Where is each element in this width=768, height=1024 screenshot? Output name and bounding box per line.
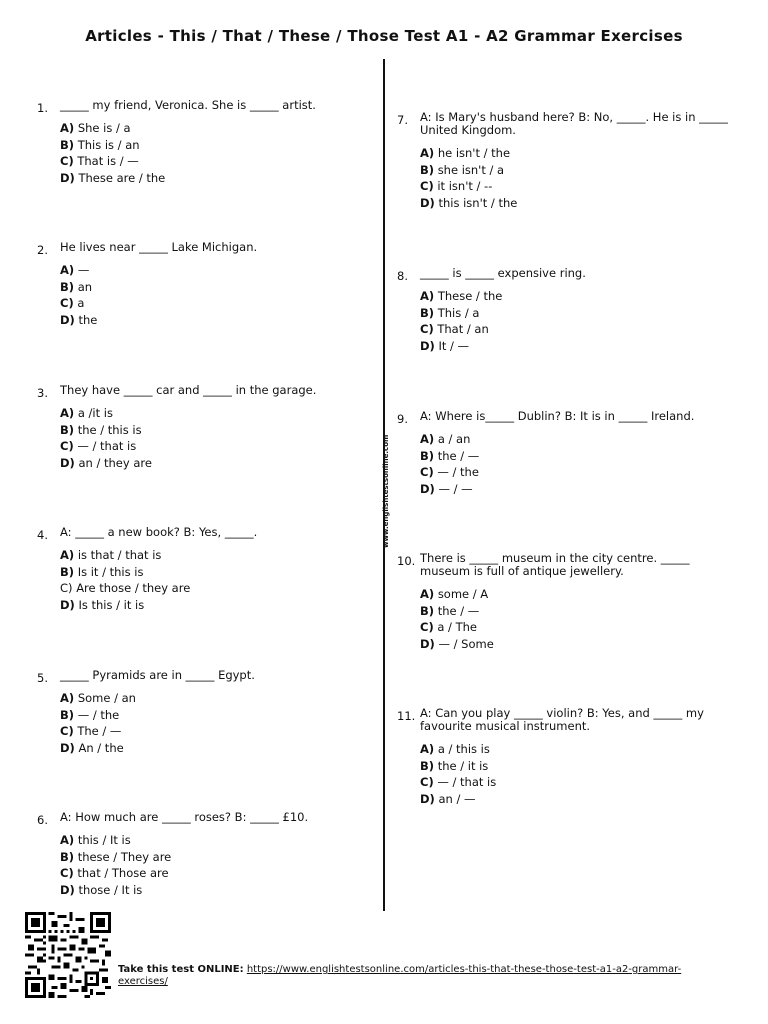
option-a[interactable]: A) She is / a — [60, 121, 131, 135]
option-b[interactable]: B) Is it / this is — [60, 564, 144, 579]
option-c[interactable]: C) a / The — [420, 620, 477, 635]
footer-label: Take this test ONLINE: — [118, 964, 244, 975]
option-d[interactable]: D) — / Some — [420, 636, 494, 651]
question-number: 4. — [37, 528, 48, 542]
question-text: They have _____ car and _____ in the garage. — [60, 383, 317, 397]
option-a[interactable]: A) — — [60, 263, 90, 277]
question-number: 11. — [397, 709, 416, 723]
question-5 — [37, 669, 372, 758]
option-d[interactable]: D) an / they are — [60, 455, 152, 470]
question-number: 5. — [37, 671, 48, 685]
option-b[interactable]: B) an — [60, 279, 93, 294]
side-watermark-url: www.englishtestsonline.com — [382, 434, 390, 548]
page-title: Articles - This / That / These / Those Test A1 - A2 Grammar Exercises — [85, 27, 683, 45]
option-d[interactable]: D) an / — — [420, 791, 476, 806]
question-text: A: Can you play _____ violin? B: Yes, and _____ my favourite musical instrument. — [420, 706, 704, 733]
question-number: 8. — [397, 269, 408, 283]
option-d[interactable]: D) those / It is — [60, 882, 143, 897]
option-c[interactable]: C) The / — — [60, 724, 122, 739]
question-4 — [37, 526, 372, 615]
option-a[interactable]: A) a /it is — [60, 406, 113, 420]
question-10 — [397, 552, 742, 654]
question-text: A: How much are _____ roses? B: _____ £10. — [60, 810, 309, 824]
option-c[interactable]: C) Are those / they are — [60, 581, 191, 596]
option-d[interactable]: D) Is this / it is — [60, 597, 145, 612]
question-number: 6. — [37, 813, 48, 827]
test-url-link[interactable]: https://www.englishtestsonline.com/articles-this-that-these-those-test-a1-a2-grammar-exercises/ — [118, 964, 682, 987]
option-b[interactable]: B) — / the — [60, 707, 120, 722]
option-b[interactable]: B) the / — — [420, 603, 480, 618]
option-c[interactable]: C) a — [60, 296, 85, 311]
option-d[interactable]: D) An / the — [60, 740, 124, 755]
option-d[interactable]: D) this isn't / the — [420, 195, 518, 210]
option-b[interactable]: B) This is / an — [60, 137, 140, 152]
option-a[interactable]: A) he isn't / the — [420, 146, 511, 160]
option-c[interactable]: C) That / an — [420, 322, 489, 337]
option-b[interactable]: B) the / this is — [60, 422, 142, 437]
option-d[interactable]: D) the — [60, 312, 98, 327]
question-6 — [37, 811, 372, 900]
option-d[interactable]: D) It / — — [420, 338, 470, 353]
footer-online-link — [118, 964, 718, 988]
option-b[interactable]: B) This / a — [420, 305, 480, 320]
question-number: 10. — [397, 554, 416, 568]
question-number: 1. — [37, 101, 48, 115]
question-number: 7. — [397, 113, 408, 127]
question-2 — [37, 241, 372, 330]
question-text: _____ is _____ expensive ring. — [420, 266, 586, 280]
question-text: A: Is Mary's husband here? B: No, _____. He is in _____ United Kingdom. — [420, 110, 728, 137]
option-d[interactable]: D) These are / the — [60, 170, 166, 185]
option-a[interactable]: A) is that / that is — [60, 548, 162, 562]
option-c[interactable]: C) That is / — — [60, 154, 139, 169]
question-number: 3. — [37, 386, 48, 400]
question-7 — [397, 111, 742, 213]
option-c[interactable]: C) it isn't / -- — [420, 179, 493, 194]
option-b[interactable]: B) the / it is — [420, 758, 489, 773]
question-text: A: Where is_____ Dublin? B: It is in _____ Ireland. — [420, 409, 695, 423]
option-a[interactable]: A) Some / an — [60, 691, 136, 705]
question-9 — [397, 410, 742, 499]
question-text: There is _____ museum in the city centre. _____ museum is full of antique jewellery. — [420, 551, 690, 578]
option-a[interactable]: A) a / this is — [420, 742, 490, 756]
option-a[interactable]: A) this / It is — [60, 833, 131, 847]
question-11 — [397, 707, 742, 809]
question-number: 9. — [397, 412, 408, 426]
qr-code-icon[interactable] — [24, 912, 112, 998]
option-c[interactable]: C) that / Those are — [60, 866, 169, 881]
question-text: _____ Pyramids are in _____ Egypt. — [60, 668, 255, 682]
question-text: A: _____ a new book? B: Yes, _____. — [60, 525, 258, 539]
option-c[interactable]: C) — / that is — [420, 775, 497, 790]
question-8 — [397, 267, 742, 356]
option-c[interactable]: C) — / that is — [60, 439, 137, 454]
question-text: _____ my friend, Veronica. She is _____ artist. — [60, 98, 316, 112]
option-a[interactable]: A) some / A — [420, 587, 489, 601]
question-3 — [37, 384, 372, 473]
question-text: He lives near _____ Lake Michigan. — [60, 240, 258, 254]
option-b[interactable]: B) she isn't / a — [420, 162, 505, 177]
option-d[interactable]: D) — / — — [420, 481, 473, 496]
option-b[interactable]: B) the / — — [420, 448, 480, 463]
option-a[interactable]: A) These / the — [420, 289, 503, 303]
question-number: 2. — [37, 243, 48, 257]
option-b[interactable]: B) these / They are — [60, 849, 172, 864]
question-1 — [37, 99, 372, 188]
option-c[interactable]: C) — / the — [420, 465, 479, 480]
option-a[interactable]: A) a / an — [420, 432, 471, 446]
